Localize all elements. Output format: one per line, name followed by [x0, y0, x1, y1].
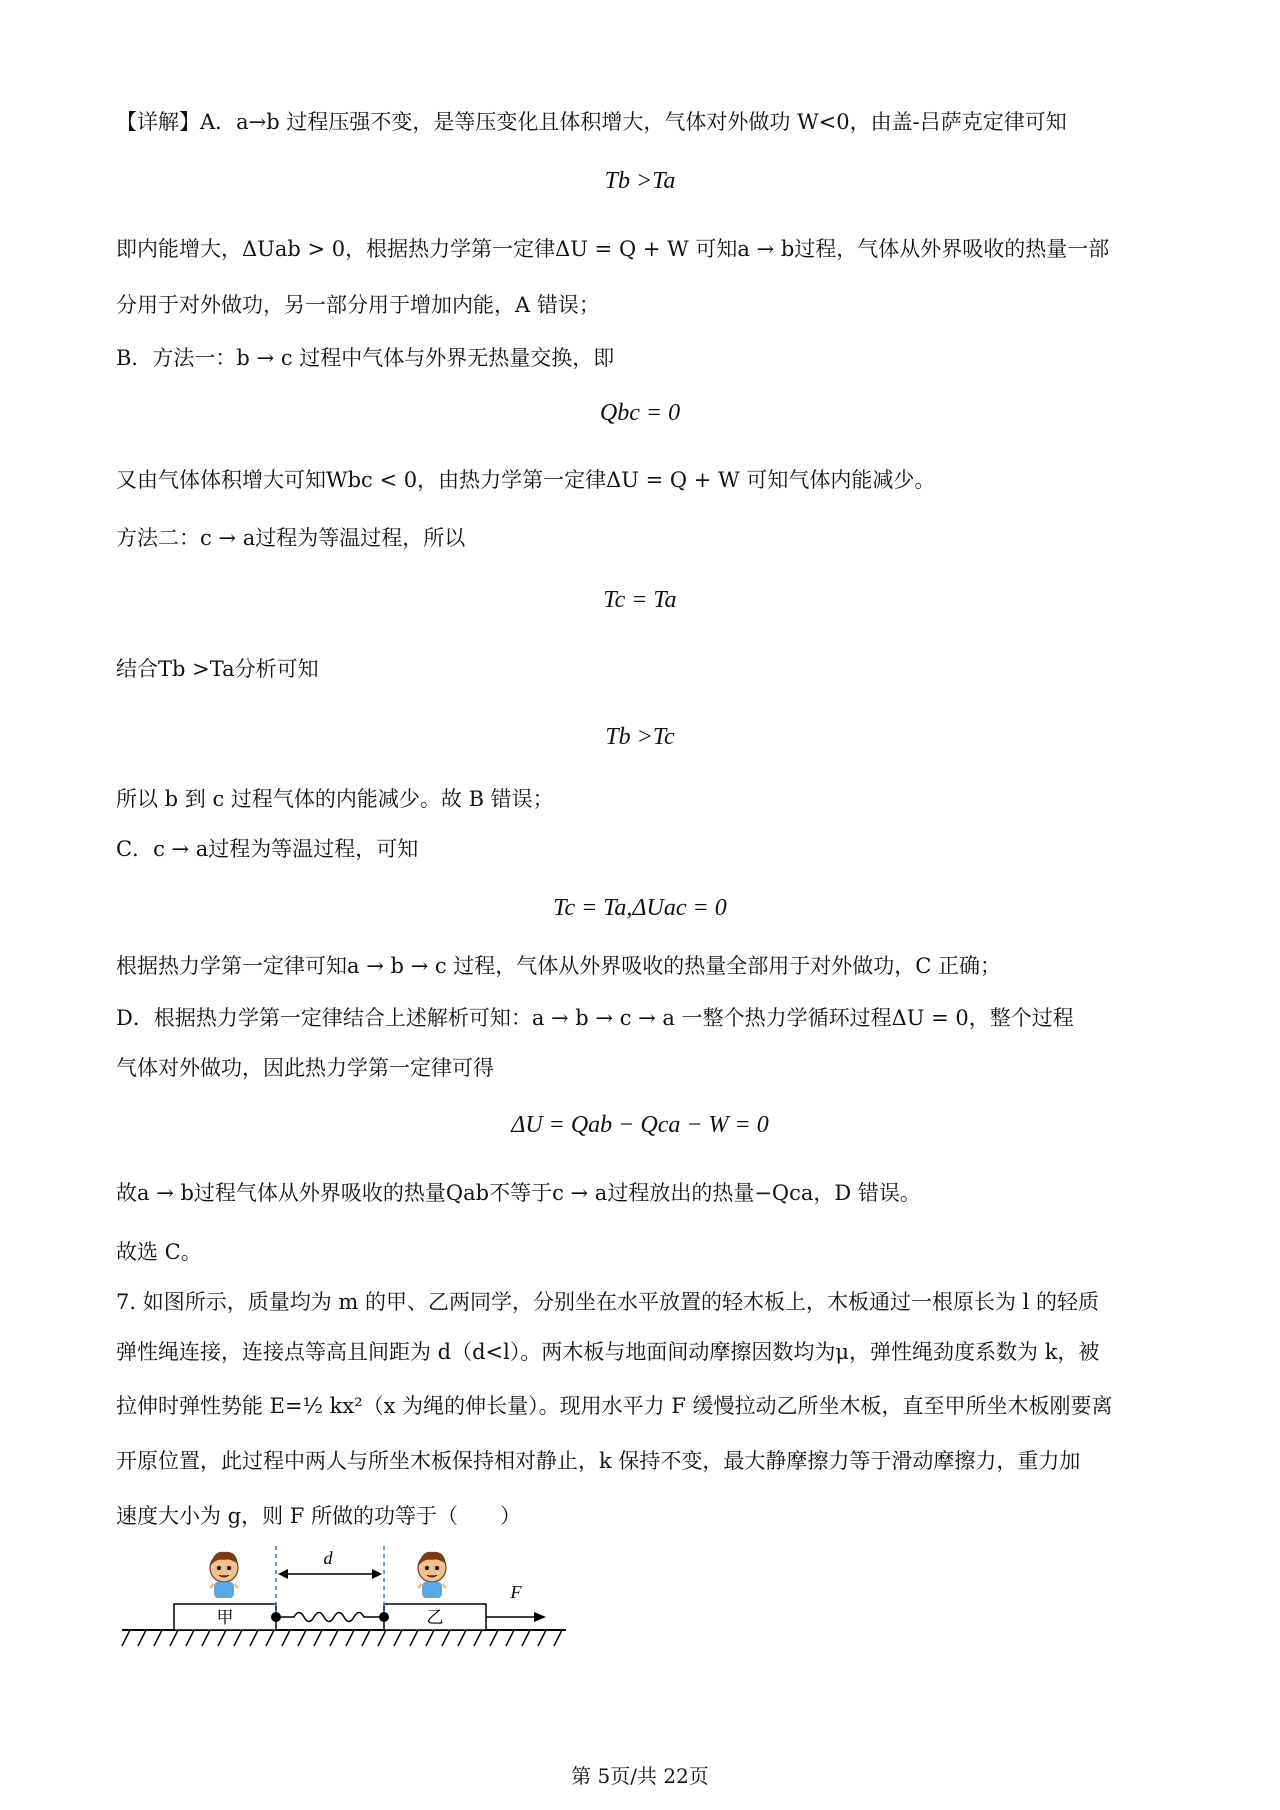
- question7-line5: 速度大小为 g，则 F 所做的功等于（ ）: [116, 1504, 522, 1528]
- ground-hatching: [122, 1630, 562, 1646]
- solution-line-answer: 故选 C。: [116, 1240, 202, 1264]
- force-arrow-head: [534, 1612, 546, 1622]
- equation-qbc: Qbc = 0: [599, 400, 681, 426]
- boards-diagram: [118, 1538, 578, 1658]
- student-jia-figure: [210, 1552, 238, 1598]
- question7-line4: 开原位置，此过程中两人与所坐木板保持相对静止，k 保持不变，最大静摩擦力等于滑动摩擦力，重力加: [116, 1449, 1081, 1473]
- solution-line-d2: 气体对外做功，因此热力学第一定律可得: [116, 1056, 494, 1080]
- solution-text: 【详解】A．a→b 过程压强不变，是等压变化且体积增大，气体对外做功 W<0，由盖-吕萨克定律可知: [116, 110, 1067, 134]
- solution-line-b3: 方法二：c → a过程为等温过程，所以: [116, 526, 466, 550]
- solution-line-c2: 根据热力学第一定律可知a → b → c 过程，气体从外界吸收的热量全部用于对外做功，C 正确；: [116, 954, 1002, 978]
- question7-line1: 7. 如图所示，质量均为 m 的甲、乙两同学，分别坐在水平放置的轻木板上，木板通过一根原长为 l 的轻质: [116, 1290, 1100, 1314]
- solution-line-b5: 所以 b 到 c 过程气体的内能减少。故 B 错误；: [116, 787, 554, 811]
- distance-arrow-left-head: [278, 1569, 288, 1579]
- solution-line-a3: 分用于对外做功，另一部分用于增加内能，A 错误；: [116, 293, 600, 317]
- equation-tc-ta-dua: Tc = Ta,ΔUac = 0: [553, 895, 727, 921]
- solution-line-d3: 故a → b过程气体从外界吸收的热量Qab不等于c → a过程放出的热量−Qca，D 错误。: [116, 1181, 921, 1205]
- solution-line-b2: 又由气体体积增大可知Wbc < 0，由热力学第一定律ΔU = Q + W 可知气体内能减少。: [116, 468, 936, 492]
- distance-label: d: [323, 1548, 333, 1568]
- equation-delta-u: ΔU = Qab − Qca − W = 0: [511, 1112, 769, 1138]
- left-board-label: 甲: [216, 1608, 234, 1628]
- equation-tb-tc: Tb >Tc: [605, 724, 675, 750]
- elastic-rope: [276, 1613, 384, 1622]
- solution-line-b4: 结合Tb >Ta分析可知: [116, 657, 319, 681]
- distance-arrow-right-head: [372, 1569, 382, 1579]
- question7-line2: 弹性绳连接，连接点等高且间距为 d（d<l）。两木板与地面间动摩擦因数均为μ，弹性绳劲度系数为 k，被: [116, 1340, 1100, 1364]
- solution-line-b1: B．方法一：b → c 过程中气体与外界无热量交换，即: [116, 346, 615, 370]
- equation-tb-gt-ta: Tb >Ta: [604, 168, 676, 194]
- solution-line-a1: [116, 107, 1067, 137]
- solution-line-d1: D．根据热力学第一定律结合上述解析可知：a → b → c → a 一整个热力学循环过程ΔU = 0，整个过程: [116, 1006, 1074, 1030]
- question7-line3: 拉伸时弹性势能 E=½ kx²（x 为绳的伸长量）。现用水平力 F 缓慢拉动乙所坐木板，直至甲所坐木板刚要离: [116, 1394, 1113, 1418]
- page-footer: 第 5页/共 22页: [571, 1764, 709, 1788]
- force-label: F: [510, 1582, 522, 1602]
- solution-line-c1: C．c → a过程为等温过程，可知: [116, 837, 419, 861]
- equation-tc-ta: Tc = Ta: [603, 587, 677, 613]
- student-yi-figure: [418, 1552, 446, 1598]
- solution-line-a2: 即内能增大，ΔUab > 0，根据热力学第一定律ΔU = Q + W 可知a → b过程，气体从外界吸收的热量一部: [116, 237, 1110, 261]
- right-board-label: 乙: [426, 1608, 444, 1628]
